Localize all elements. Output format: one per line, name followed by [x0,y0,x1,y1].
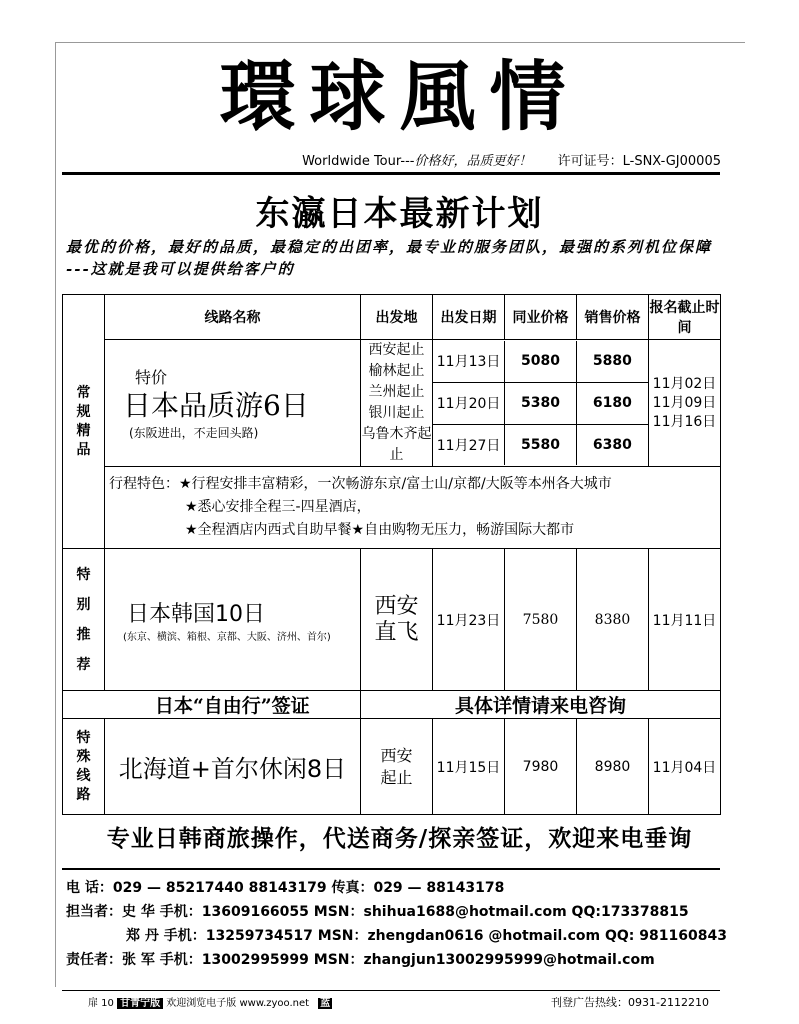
color-plate-badge: 蓝 [320,998,331,1009]
special-trade: 7580 [505,549,577,691]
contact-agent-2: 郑 丹 手机：13259734517 MSN：zhengdan0616 @hotmail.com QQ: 981160843 [126,928,727,944]
special-origin: 西安直飞 [361,549,433,691]
banner-spacer [63,691,105,719]
header-trade-price: 同业价格 [505,295,577,340]
regular-route-note: (东阪进出，不走回头路) [129,426,259,440]
regular-price-block [433,340,649,467]
edition-badge: 甘青宁版 [117,998,163,1009]
contact-block [66,876,746,972]
ad-hotline: 刊登广告热线：0931-2112210 [551,996,709,1009]
special-date: 11月23日 [433,549,505,691]
contact-phone: 电 话：029 — 85217440 88143179 传真：029 — 88143178 [66,880,505,896]
category-special: 特别推荐 [63,549,105,691]
regular-date-1: 11月13日 [433,341,505,382]
brand-title: 環球風情 [219,52,580,141]
regular-date-3: 11月27日 [433,424,505,465]
tagline-english: Worldwide Tour--- [302,154,415,169]
tagline [298,150,721,169]
category-route: 特殊线路 [63,719,105,815]
regular-route [105,340,361,467]
regular-sale-2: 6180 [576,382,648,424]
header-rule [62,172,720,175]
contact-details-banner: 具体详情请来电咨询 [361,691,721,719]
website-text: 欢迎浏览电子版 www.zyoo.net [166,998,310,1009]
page-number: 扉 10 [88,998,114,1009]
tagline-slogan: 价格好，品质更好！ [414,154,532,169]
route-date: 11月15日 [433,719,505,815]
special-route-name: 日本韩国10日 [127,601,265,627]
header-route: 线路名称 [105,295,361,340]
regular-route-name: 日本品质游6日 [123,389,309,422]
contact-manager: 责任者：张 军 手机：13002995999 MSN：zhangjun13002995999@hotmail.com [66,952,655,968]
route-origin: 西安起止 [361,719,433,815]
regular-trade-1: 5080 [505,341,577,382]
regular-trade-2: 5380 [505,382,577,424]
service-banner: 专业日韩商旅操作，代送商务/探亲签证，欢迎来电垂询 [106,826,693,852]
regular-sale-3: 6380 [576,424,648,465]
contact-agent-1: 担当者：史 华 手机：13609166055 MSN：shihua1688@hotmail.com QQ:173378815 [66,904,689,920]
regular-trade-3: 5580 [505,424,577,465]
footer-rule [62,990,720,991]
route-sale: 8980 [577,719,649,815]
regular-origins: 西安起止 榆林起止 兰州起止 银川起止 乌鲁木齐起止 [361,340,433,467]
regular-sale-1: 5880 [576,341,648,382]
regular-features [105,467,721,549]
license-number: 许可证号：L-SNX-GJ00005 [557,154,721,169]
regular-deadlines: 11月02日 11月09日 11月16日 [649,340,721,467]
feature-2: ★悉心安排全程三-四星酒店， [185,499,371,515]
regular-date-2: 11月20日 [433,382,505,424]
special-route-cities: (东京、横滨、箱根、京都、大阪、济州、首尔) [123,631,331,643]
category-regular: 常规精品 [63,295,105,549]
itinerary-table [62,294,721,815]
frame-top-line [55,42,745,43]
special-price-tag: 特价 [135,368,168,387]
features-label: 行程特色： [109,476,179,492]
page-headline: 东瀛日本最新计划 [255,194,544,234]
contact-rule [62,868,720,870]
header-origin: 出发地 [361,295,433,340]
intro-text: 最优的价格，最好的品质，最稳定的出团率，最专业的服务团队，最强的系列机位保障 ---这就是我可以提供给客户的 [66,238,713,278]
special-route [105,549,361,691]
special-sale: 8380 [577,549,649,691]
route-deadline: 11月04日 [649,719,721,815]
route-name: 北海道+首尔休闲8日 [105,719,361,815]
header-deadline: 报名截止时间 [649,295,721,340]
footer [88,994,332,1009]
feature-3: ★全程酒店内西式自助早餐★自由购物无压力，畅游国际大都市 [185,522,575,538]
free-travel-visa-banner: 日本“自由行”签证 [105,691,361,719]
header-sale-price: 销售价格 [577,295,649,340]
special-deadline: 11月11日 [649,549,721,691]
feature-1: ★行程安排丰富精彩，一次畅游东京/富士山/京都/大阪等本州各大城市 [179,476,612,492]
route-trade: 7980 [505,719,577,815]
header-date: 出发日期 [433,295,505,340]
